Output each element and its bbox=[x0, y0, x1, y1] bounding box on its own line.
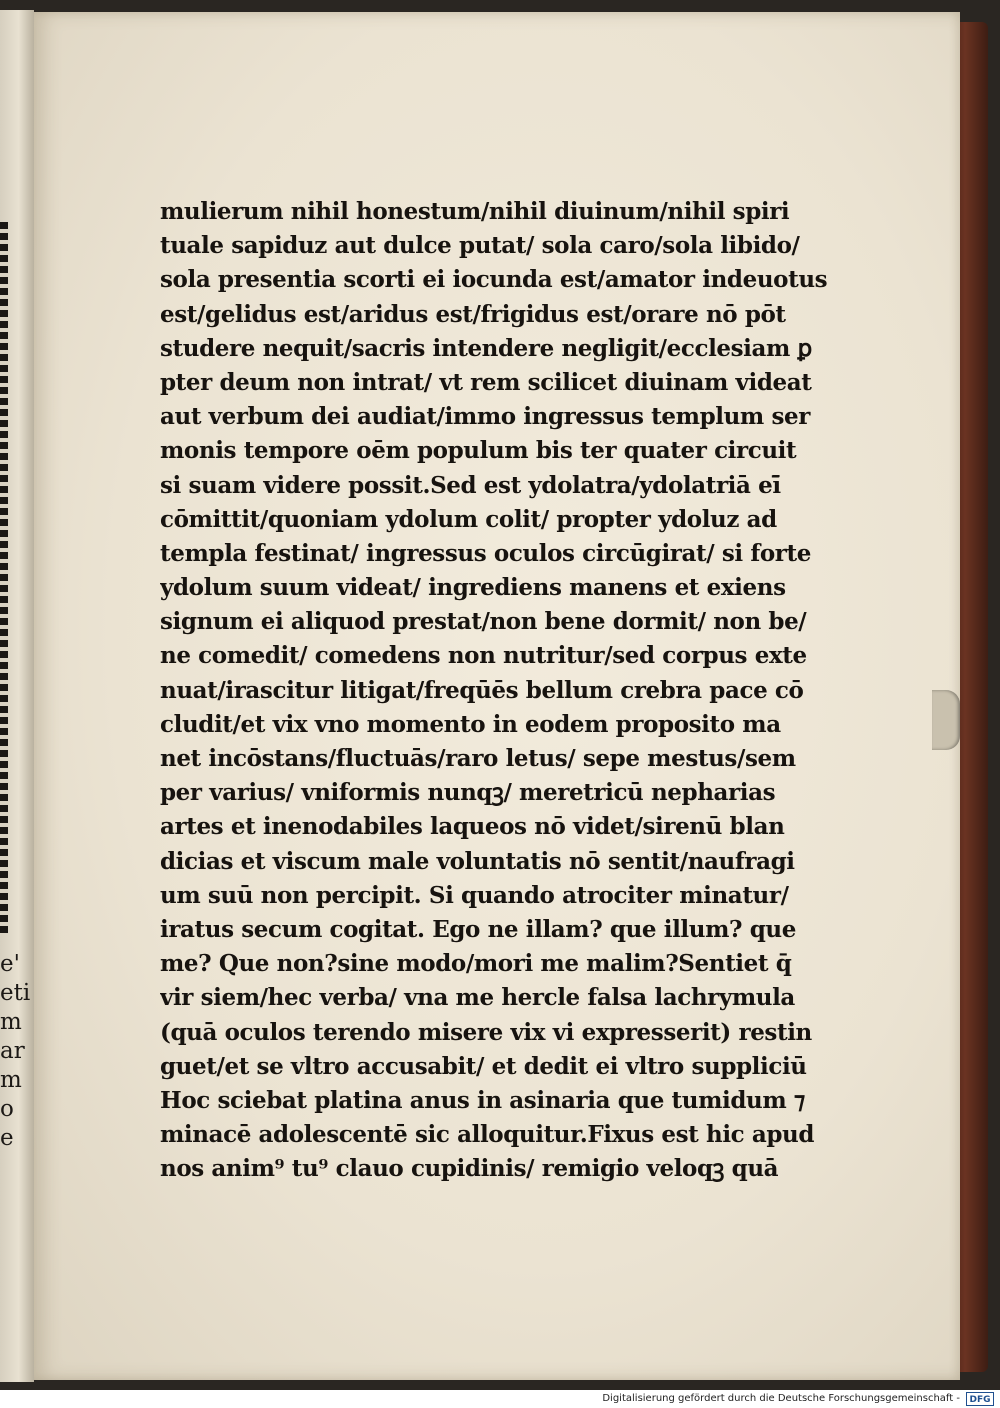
text-line: si suam videre possit.Sed est ydolatra/ydolatriā eī̄ bbox=[160, 471, 781, 499]
text-line: Hoc sciebat platina anus in asinaria que tumidum ⁊ bbox=[160, 1086, 805, 1114]
text-line: nos anim⁹ tu⁹ clauo cupidinis/ remigio veloqꝫ quā bbox=[160, 1155, 779, 1183]
text-line: pter deum non intrat/ vt rem scilicet diuinam videat bbox=[160, 368, 812, 396]
text-line: cōmittit/quoniam ydolum colit/ propter ydoluz ad bbox=[160, 505, 777, 533]
text-line: templa festinat/ ingressus oculos circūgirat/ si forte bbox=[160, 539, 811, 567]
text-line: signum ei aliquod prestat/non bene dormit/ non be/ bbox=[160, 608, 807, 636]
text-line: ne comedit/ comedens non nutritur/sed corpus exte bbox=[160, 642, 807, 670]
text-line: dicias et viscum male voluntatis nō sentit/naufragi bbox=[160, 847, 795, 875]
text-line: net incōstans/fluctuās/raro letus/ sepe mestus/sem bbox=[160, 745, 796, 772]
text-line: um suū non percipit. Si quando atrociter minatur/ bbox=[160, 881, 789, 909]
text-line: studere nequit/sacris intendere negligit/ecclesiam ꝑ bbox=[160, 334, 812, 362]
text-line: cludit/et vix vno momento in eodem proposito ma bbox=[160, 710, 781, 738]
footer-bar bbox=[0, 1390, 1000, 1408]
text-line: aut verbum dei audiat/immo ingressus templum ser bbox=[160, 403, 810, 431]
book-page bbox=[34, 12, 960, 1380]
text-line: iratus secum cogitat. Ego ne illam? que illum? que bbox=[160, 915, 796, 943]
text-line: sola presentia scorti ei iocunda est/amator indeuotus bbox=[160, 266, 828, 294]
page-text-block bbox=[160, 195, 860, 1186]
text-line: nuat/irascitur litigat/freqūēs bellum crebra pace cō bbox=[160, 676, 804, 704]
margin-fragment: o bbox=[0, 1096, 14, 1122]
text-line: guet/et se vltro accusabit/ et dedit ei vltro suppliciū bbox=[160, 1052, 807, 1080]
text-line: monis tempore oēm populum bis ter quater circuit bbox=[160, 437, 797, 465]
text-line: tuale sapiduz aut dulce putat/ sola caro/sola libido/ bbox=[160, 232, 800, 260]
margin-fragment: eti bbox=[0, 980, 31, 1006]
text-line: me? Que non?sine modo/mori me malim?Sentiet q̄ bbox=[160, 950, 792, 978]
footer-credit: Digitalisierung gefördert durch die Deutsche Forschungsgemeinschaft - bbox=[602, 1393, 960, 1404]
dfg-logo-icon: DFG bbox=[966, 1392, 994, 1406]
text-line: ydolum suum videat/ ingrediens manens et exiens bbox=[160, 574, 786, 602]
text-line: est/gelidus est/aridus est/frigidus est/orare nō pōt bbox=[160, 300, 786, 328]
text-line: vir siem/hec verba/ vna me hercle falsa lachrymula bbox=[160, 984, 795, 1012]
text-line: (quā oculos terendo misere vix vi expresserit) restin bbox=[160, 1018, 812, 1046]
margin-fragment: m bbox=[0, 1009, 22, 1035]
margin-fragment: e bbox=[0, 1125, 14, 1151]
text-line: artes et inenodabiles laqueos nō videt/sirenū blan bbox=[160, 813, 785, 841]
margin-fragment: m bbox=[0, 1067, 22, 1093]
text-line: minacē adolescentē sic alloquitur.Fixus est hic apud bbox=[160, 1121, 815, 1149]
left-woodcut-border bbox=[0, 222, 8, 934]
text-line: per varius/ vniformis nunqꝫ/ meretricū nepharias bbox=[160, 779, 776, 807]
margin-fragment: ar bbox=[0, 1038, 25, 1064]
left-margin-fragments bbox=[0, 950, 34, 1153]
cover-clasp bbox=[932, 690, 960, 750]
margin-fragment: e' bbox=[0, 951, 20, 977]
text-line: mulierum nihil honestum/nihil diuinum/nihil spiri bbox=[160, 198, 790, 225]
